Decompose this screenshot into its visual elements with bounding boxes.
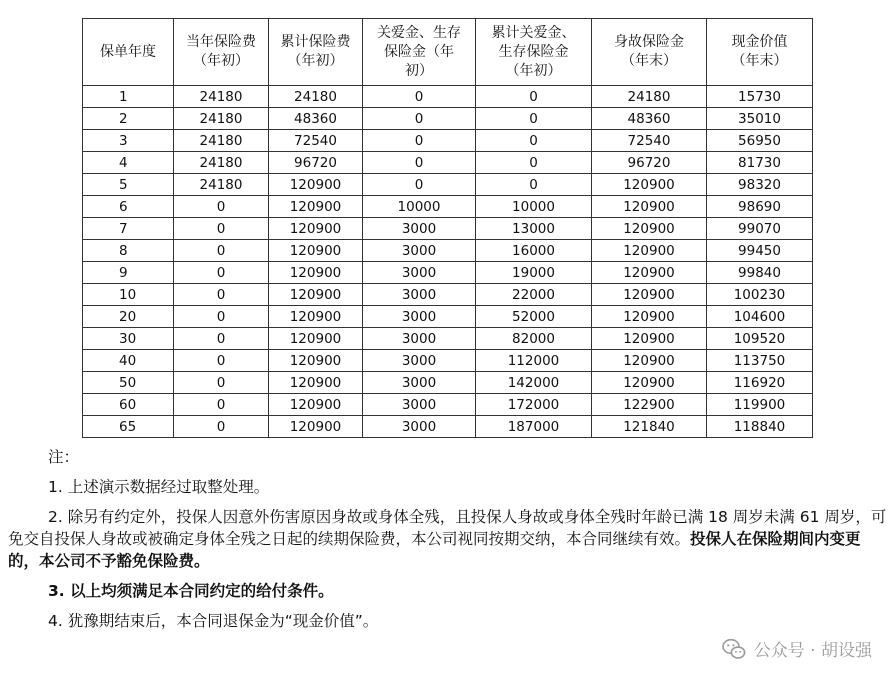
table-cell: 120900 (269, 372, 363, 394)
note-2-bold-text: 投保人在保险期间内变更的，本公司不予豁免保险费。 (8, 530, 861, 570)
table-cell: 40 (83, 350, 174, 372)
column-header-line: （年末） (731, 53, 788, 69)
table-cell: 60 (83, 394, 174, 416)
table-cell: 6 (83, 196, 174, 218)
table-cell: 15730 (707, 86, 813, 108)
table-cell: 72540 (592, 130, 707, 152)
watermark (722, 636, 872, 661)
table-row (83, 416, 813, 438)
table-cell: 9 (83, 262, 174, 284)
column-header (363, 19, 476, 86)
note-3: 3. 以上均须满足本合同约定的给付条件。 (48, 582, 334, 600)
table-cell: 7 (83, 218, 174, 240)
table-row (83, 174, 813, 196)
benefit-table-container (82, 18, 812, 438)
note-2 (8, 506, 888, 572)
table-cell: 104600 (707, 306, 813, 328)
column-header-line: （年末） (621, 53, 677, 69)
table-cell: 0 (174, 416, 269, 438)
table-cell: 172000 (476, 394, 592, 416)
table-cell: 120900 (592, 306, 707, 328)
column-header (707, 19, 813, 86)
table-cell: 113750 (707, 350, 813, 372)
table-cell: 119900 (707, 394, 813, 416)
table-cell: 120900 (592, 328, 707, 350)
table-cell: 120900 (269, 240, 363, 262)
column-header-line: 身故保险金 (614, 34, 684, 50)
table-cell: 50 (83, 372, 174, 394)
table-cell: 112000 (476, 350, 592, 372)
table-cell: 24180 (174, 86, 269, 108)
table-cell: 96720 (269, 152, 363, 174)
table-cell: 120900 (592, 174, 707, 196)
column-header-line: 关爱金、生存 (377, 24, 461, 41)
table-cell: 120900 (269, 284, 363, 306)
column-header-line: 累计关爱金、 (491, 24, 576, 41)
table-cell: 0 (174, 240, 269, 262)
table-cell: 120900 (269, 218, 363, 240)
table-cell: 96720 (592, 152, 707, 174)
column-header-line: （年初） (193, 53, 249, 69)
note-2-text: 2. 除另有约定外，投保人因意外伤害原因身故或身体全残，且投保人身故或身体全残时年龄已满 18 周岁未满 61 周岁，可免交自投保人身故或被确定身体全残之日起的续期保险费，本公司视同按期交纳，本合同继续有效。 (8, 508, 887, 548)
table-row (83, 108, 813, 130)
table-cell: 120900 (269, 174, 363, 196)
table-cell: 120900 (592, 196, 707, 218)
table-cell: 120900 (269, 196, 363, 218)
table-cell: 3000 (363, 284, 476, 306)
table-row (83, 196, 813, 218)
column-header-line: 初） (405, 62, 433, 79)
table-cell: 120900 (592, 284, 707, 306)
table-body (83, 86, 813, 438)
table-cell: 3000 (363, 240, 476, 262)
table-cell: 48360 (592, 108, 707, 130)
table-cell: 0 (363, 108, 476, 130)
table-row (83, 240, 813, 262)
table-cell: 120900 (592, 262, 707, 284)
table-cell: 4 (83, 152, 174, 174)
table-cell: 5 (83, 174, 174, 196)
table-cell: 187000 (476, 416, 592, 438)
table-cell: 24180 (174, 152, 269, 174)
table-cell: 120900 (592, 372, 707, 394)
table-cell: 99450 (707, 240, 813, 262)
table-cell: 98690 (707, 196, 813, 218)
column-header (83, 19, 174, 86)
table-cell: 13000 (476, 218, 592, 240)
table-cell: 1 (83, 86, 174, 108)
column-header (174, 19, 269, 86)
table-cell: 24180 (592, 86, 707, 108)
table-cell: 122900 (592, 394, 707, 416)
table-cell: 0 (174, 372, 269, 394)
table-cell: 24180 (174, 108, 269, 130)
table-cell: 2 (83, 108, 174, 130)
table-cell: 120900 (592, 240, 707, 262)
wechat-icon (722, 638, 746, 660)
table-cell: 72540 (269, 130, 363, 152)
notes-title: 注： (48, 448, 80, 466)
table-cell: 0 (174, 394, 269, 416)
table-cell: 3000 (363, 394, 476, 416)
column-header-line: 保险金（年 (384, 43, 454, 60)
table-cell: 16000 (476, 240, 592, 262)
table-cell: 0 (363, 86, 476, 108)
notes-section (8, 446, 888, 632)
column-header-line: （年初） (505, 62, 562, 79)
table-cell: 19000 (476, 262, 592, 284)
table-cell: 52000 (476, 306, 592, 328)
table-cell: 116920 (707, 372, 813, 394)
table-cell: 0 (174, 218, 269, 240)
table-cell: 24180 (174, 130, 269, 152)
table-cell: 0 (174, 350, 269, 372)
column-header-line: （年初） (287, 53, 344, 69)
table-cell: 22000 (476, 284, 592, 306)
column-header (269, 19, 363, 86)
table-cell: 0 (476, 130, 592, 152)
table-cell: 0 (476, 108, 592, 130)
table-cell: 10000 (363, 196, 476, 218)
column-header (592, 19, 707, 86)
table-cell: 3000 (363, 306, 476, 328)
table-cell: 0 (363, 152, 476, 174)
table-cell: 81730 (707, 152, 813, 174)
table-cell: 0 (174, 284, 269, 306)
table-cell: 0 (476, 152, 592, 174)
table-cell: 120900 (592, 350, 707, 372)
table-cell: 118840 (707, 416, 813, 438)
table-cell: 120900 (269, 394, 363, 416)
table-cell: 3000 (363, 372, 476, 394)
table-cell: 98320 (707, 174, 813, 196)
table-cell: 0 (363, 174, 476, 196)
table-row (83, 130, 813, 152)
table-row (83, 284, 813, 306)
table-cell: 120900 (269, 416, 363, 438)
table-cell: 120900 (592, 218, 707, 240)
column-header (476, 19, 592, 86)
table-cell: 109520 (707, 328, 813, 350)
table-row (83, 306, 813, 328)
table-cell: 0 (174, 196, 269, 218)
table-cell: 0 (174, 262, 269, 284)
table-row (83, 152, 813, 174)
table-row (83, 328, 813, 350)
note-1: 1. 上述演示数据经过取整处理。 (48, 478, 270, 496)
column-header-line: 生存保险金 (498, 43, 569, 60)
table-cell: 24180 (174, 174, 269, 196)
table-row (83, 86, 813, 108)
table-cell: 20 (83, 306, 174, 328)
table-cell: 99840 (707, 262, 813, 284)
table-cell: 10 (83, 284, 174, 306)
table-cell: 120900 (269, 262, 363, 284)
column-header-line: 保单年度 (100, 43, 156, 60)
table-header-row (83, 19, 813, 86)
table-cell: 35010 (707, 108, 813, 130)
table-cell: 0 (363, 130, 476, 152)
table-cell: 120900 (269, 350, 363, 372)
table-row (83, 218, 813, 240)
note-4: 4. 犹豫期结束后，本合同退保金为“现金价值”。 (48, 612, 379, 630)
table-cell: 8 (83, 240, 174, 262)
table-cell: 0 (174, 306, 269, 328)
table-cell: 142000 (476, 372, 592, 394)
table-cell: 10000 (476, 196, 592, 218)
table-cell: 48360 (269, 108, 363, 130)
table-cell: 24180 (269, 86, 363, 108)
table-cell: 100230 (707, 284, 813, 306)
table-row (83, 372, 813, 394)
table-cell: 3000 (363, 328, 476, 350)
table-cell: 99070 (707, 218, 813, 240)
table-row (83, 262, 813, 284)
benefit-illustration-table (82, 18, 813, 438)
table-row (83, 394, 813, 416)
table-cell: 120900 (269, 328, 363, 350)
table-cell: 3000 (363, 416, 476, 438)
table-cell: 3000 (363, 218, 476, 240)
table-cell: 3000 (363, 350, 476, 372)
table-cell: 0 (476, 86, 592, 108)
table-cell: 65 (83, 416, 174, 438)
table-cell: 0 (174, 328, 269, 350)
column-header-line: 累计保险费 (280, 34, 351, 50)
table-cell: 3 (83, 130, 174, 152)
column-header-line: 现金价值 (731, 34, 788, 50)
table-cell: 121840 (592, 416, 707, 438)
table-cell: 120900 (269, 306, 363, 328)
table-row (83, 350, 813, 372)
column-header-line: 当年保险费 (186, 34, 256, 50)
table-cell: 3000 (363, 262, 476, 284)
table-cell: 0 (476, 174, 592, 196)
table-cell: 30 (83, 328, 174, 350)
table-cell: 56950 (707, 130, 813, 152)
watermark-text: 公众号 · 胡设强 (753, 641, 872, 661)
table-cell: 82000 (476, 328, 592, 350)
